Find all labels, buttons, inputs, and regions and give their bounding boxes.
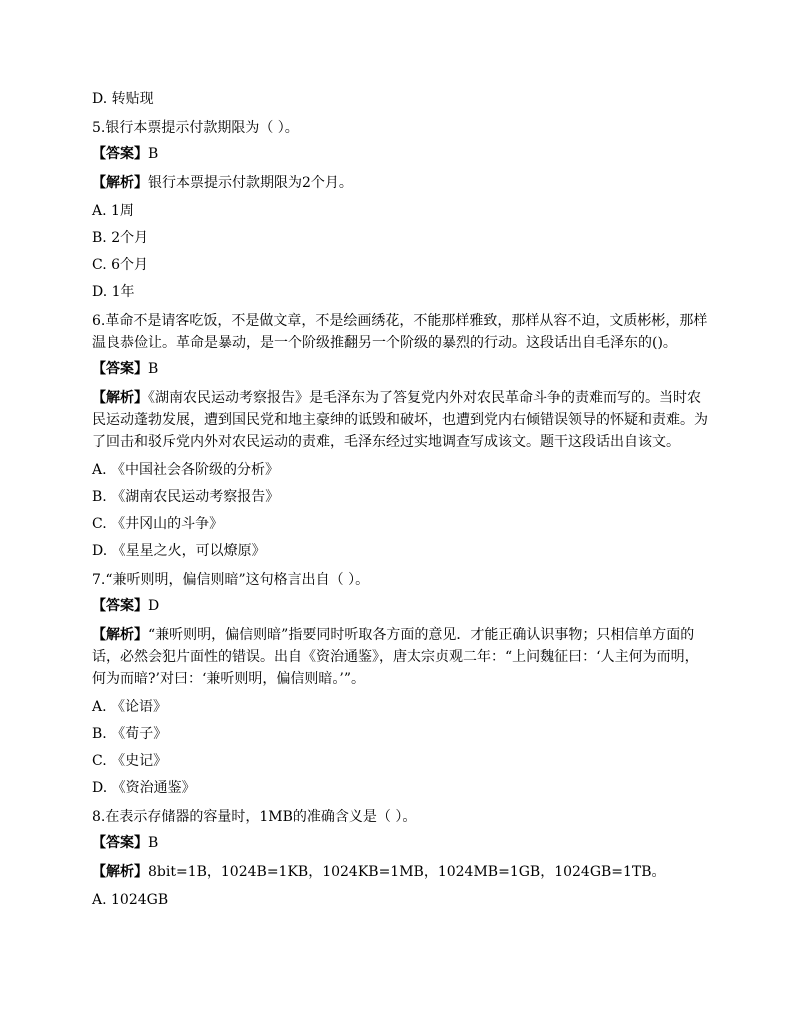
line-text: C. 《井冈山的斗争》	[92, 516, 224, 532]
option-line	[92, 891, 708, 910]
line-text: A. 《中国社会各阶级的分析》	[92, 462, 280, 478]
line-text: 8.在表示存储器的容量时，1MB的准确含义是（ ）。	[92, 809, 417, 825]
explanation-tag: 【解析】	[92, 390, 148, 406]
question-text	[92, 569, 708, 591]
option-line	[92, 256, 708, 275]
line-text: “兼听则明，偏信则暗”指要同时听取各方面的意见．才能正确认识事物；只相信单方面的话，必然会犯片面性的错误。出自《资治通鉴》，唐太宗贞观二年：“上问魏征曰：‘人主何为而明，何为而暗?’对曰：‘兼听则明，偏信则暗。’”。	[92, 627, 699, 687]
option-line	[92, 229, 708, 248]
answer-tag: 【答案】	[92, 835, 148, 851]
document-body	[92, 90, 708, 918]
option-line	[92, 752, 708, 771]
explanation-tag: 【解析】	[92, 175, 148, 191]
explanation-line	[92, 172, 708, 194]
explanation-line	[92, 861, 708, 883]
line-text: B. 《荀子》	[92, 726, 168, 742]
explanation-tag: 【解析】	[92, 864, 148, 880]
line-text: A. 1024GB	[92, 892, 169, 908]
line-text: A. 《论语》	[92, 699, 168, 715]
line-text: D. 《资治通鉴》	[92, 780, 196, 796]
line-text: B	[148, 835, 159, 851]
line-text: B	[148, 146, 159, 162]
option-line	[92, 515, 708, 534]
line-text: 8bit=1B，1024B=1KB，1024KB=1MB，1024MB=1GB，1024GB=1TB。	[148, 864, 666, 880]
explanation-line	[92, 387, 708, 453]
line-text: B. 《湖南农民运动考察报告》	[92, 489, 280, 505]
question-text	[92, 806, 708, 828]
line-text: B. 2个月	[92, 230, 149, 246]
option-line	[92, 488, 708, 507]
answer-line	[92, 597, 708, 616]
option-line	[92, 90, 708, 109]
option-line	[92, 725, 708, 744]
answer-line	[92, 360, 708, 379]
answer-tag: 【答案】	[92, 361, 148, 377]
line-text: C. 《史记》	[92, 753, 168, 769]
option-line	[92, 461, 708, 480]
option-line	[92, 779, 708, 798]
line-text: B	[148, 361, 159, 377]
explanation-line	[92, 624, 708, 690]
line-text: D	[148, 598, 160, 614]
line-text: 7.“兼听则明，偏信则暗”这句格言出自（ ）。	[92, 572, 370, 588]
question-text	[92, 117, 708, 139]
line-text: D. 1年	[92, 284, 135, 300]
answer-line	[92, 834, 708, 853]
option-line	[92, 542, 708, 561]
line-text: D. 《星星之火，可以燎原》	[92, 543, 266, 559]
answer-line	[92, 145, 708, 164]
line-text: 6.革命不是请客吃饭，不是做文章，不是绘画绣花，不能那样雅致，那样从容不迫，文质彬彬，那样温良恭俭让。革命是暴动，是一个阶级推翻另一个阶级的暴烈的行动。这段话出自毛泽东的()。	[92, 313, 708, 351]
answer-tag: 【答案】	[92, 598, 148, 614]
line-text: A. 1周	[92, 203, 134, 219]
line-text: D. 转贴现	[92, 91, 154, 107]
option-line	[92, 283, 708, 302]
question-text	[92, 310, 708, 354]
answer-tag: 【答案】	[92, 146, 148, 162]
line-text: 银行本票提示付款期限为2个月。	[148, 175, 353, 191]
line-text: C. 6个月	[92, 257, 149, 273]
explanation-tag: 【解析】	[92, 627, 148, 643]
line-text: 《湖南农民运动考察报告》是毛泽东为了答复党内外对农民革命斗争的责难而写的。当时农民运动蓬勃发展，遭到国民党和地主豪绅的诋毁和破坏，也遭到党内右倾错误领导的怀疑和责难。为了回击和驳斥党内外对农民运动的责难，毛泽东经过实地调查写成该文。题干这段话出自该文。	[92, 390, 708, 450]
option-line	[92, 202, 708, 221]
line-text: 5.银行本票提示付款期限为（ ）。	[92, 120, 299, 136]
option-line	[92, 698, 708, 717]
